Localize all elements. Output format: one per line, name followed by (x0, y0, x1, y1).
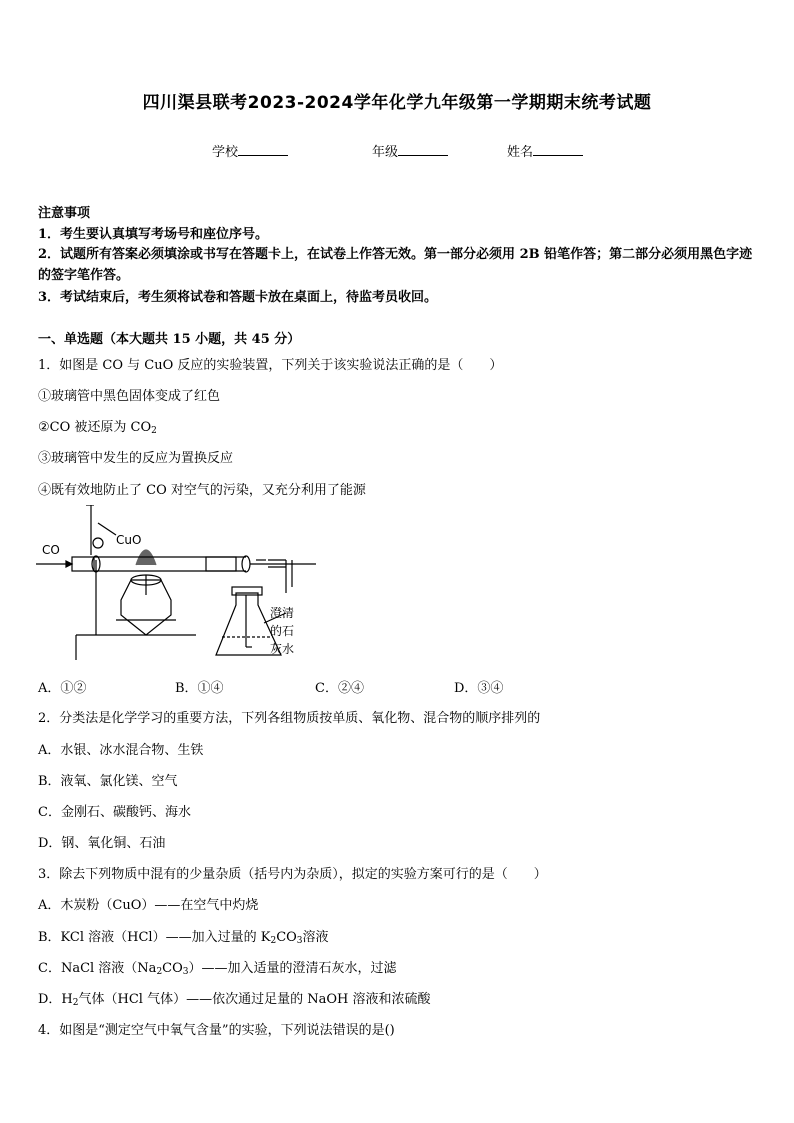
page-title: 四川渠县联考2023-2024学年化学九年级第一学期期末统考试题 (142, 93, 652, 113)
option-d[interactable]: D．钢、氧化铜、石油 (38, 836, 166, 851)
option-b[interactable]: B．液氧、氯化镁、空气 (38, 774, 178, 789)
note-item: 2．试题所有答案必须填涂或书写在答题卡上，在试卷上作答无效。第一部分必须用 2B 铅笔作答；第二部分必须用黑色字迹的签字笔作答。 (38, 247, 753, 283)
option-a[interactable]: A．①② (38, 681, 87, 696)
question-stem: 1．如图是 CO 与 CuO 反应的实验装置，下列关于该实验说法正确的是（ ） (38, 358, 503, 373)
option-a[interactable]: A．水银、冰水混合物、生铁 (38, 743, 204, 758)
statement: ③玻璃管中发生的反应为置换反应 (38, 451, 234, 466)
option-c[interactable]: C．金刚石、碳酸钙、海水 (38, 805, 191, 820)
name-label: 姓名 (507, 145, 534, 160)
option-c[interactable]: C．NaCl 溶液$(Na_2CO_3)——$加入适量的澄清石灰水，过滤 (38, 961, 397, 977)
note-item: 3．考试结束后，考生须将试卷和答题卡放在桌面上，待监考员收回。 (38, 290, 438, 305)
statement: ②CO 被还原为 $CO_2$ (38, 420, 157, 436)
option-b[interactable]: B．①④ (175, 681, 224, 696)
note-item: 1．考生要认真填写考场号和座位序号。 (38, 227, 269, 242)
school-field[interactable] (212, 141, 288, 160)
question-stem: 2．分类法是化学学习的重要方法，下列各组物质按单质、氧化物、混合物的顺序排列的 (38, 711, 541, 726)
limewater-label-line: 的石 (270, 624, 295, 638)
option-d[interactable]: D．③④ (454, 681, 504, 696)
option-d[interactable]: D．$H_2$气体（HCl 气体）——依次通过足量的 NaOH 溶液和浓硫酸 (38, 992, 431, 1008)
question-stem: 4．如图是“测定空气中氧气含量”的实验，下列说法错误的是() (38, 1023, 395, 1038)
name-blank[interactable] (533, 143, 583, 156)
option-a[interactable]: A．木炭粉（CuO）——在空气中灼烧 (38, 898, 259, 913)
statement: ①玻璃管中黑色固体变成了红色 (38, 389, 221, 404)
grade-blank[interactable] (398, 143, 448, 156)
name-field[interactable] (507, 141, 583, 160)
section-heading: 一、单选题（本大题共 15 小题，共 45 分） (38, 332, 301, 347)
question-stem: 3．除去下列物质中混有的少量杂质（括号内为杂质），拟定的实验方案可行的是（ ） (38, 867, 547, 882)
statement: ④既有效地防止了 CO 对空气的污染，又充分利用了能源 (38, 483, 366, 498)
cuo-label: CuO (116, 533, 142, 547)
option-b[interactable]: B．KCl 溶液（HCl）——加入过量的 $K_2CO_3$溶液 (38, 930, 329, 946)
option-c[interactable]: C．②④ (315, 681, 364, 696)
school-blank[interactable] (238, 143, 288, 156)
co-label: CO (42, 543, 60, 557)
grade-label: 年级 (372, 145, 399, 160)
school-label: 学校 (212, 145, 239, 160)
limewater-label-line: 澄清 (270, 606, 295, 620)
notes-heading: 注意事项 (38, 206, 91, 221)
limewater-label-line: 灰水 (270, 642, 295, 656)
co-cuo-apparatus-figure (36, 505, 316, 665)
grade-field[interactable] (372, 141, 448, 160)
